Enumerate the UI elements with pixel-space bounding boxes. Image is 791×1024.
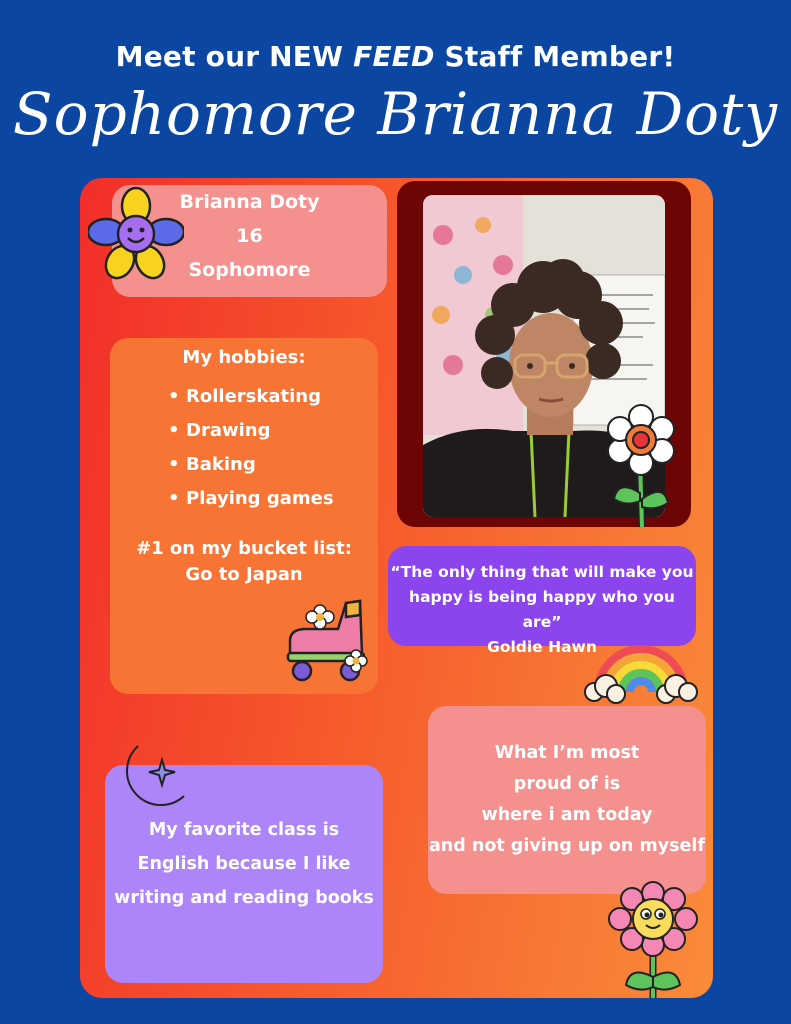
class-line-1: My favorite class is <box>148 820 340 840</box>
proud-line-1: What I’m most <box>494 743 640 763</box>
proud-line-3: where i am today <box>481 805 653 825</box>
profile-poster <box>80 178 713 998</box>
quote-line-2: happy is being happy who you are” <box>409 588 675 631</box>
class-line-2: English because I like <box>137 854 351 874</box>
daisy-flower-icon <box>606 403 676 529</box>
headline-start: Meet our NEW <box>115 40 354 73</box>
proud-card <box>428 706 706 894</box>
pink-smiley-flower-icon <box>606 881 700 998</box>
hobbies-heading: My hobbies: <box>182 347 306 368</box>
rainbow-icon <box>584 626 698 706</box>
bucket-list-value: Go to Japan <box>185 564 303 585</box>
headline-feed: FEED <box>353 40 435 73</box>
proud-line-2: proud of is <box>513 774 621 794</box>
profile-grade: Sophomore <box>188 259 311 281</box>
page-title: Sophomore Brianna Doty <box>12 80 779 148</box>
roller-skate-icon <box>276 593 380 689</box>
list-item: • Playing games <box>168 482 378 516</box>
list-item: • Baking <box>168 448 378 482</box>
bucket-list-heading: #1 on my bucket list: <box>136 538 352 559</box>
headline-end: Staff Member! <box>434 40 676 73</box>
proud-line-4: and not giving up on myself <box>428 836 706 856</box>
list-item: • Drawing <box>168 414 378 448</box>
moon-star-icon <box>118 740 194 816</box>
class-line-3: writing and reading books <box>114 888 374 908</box>
smiley-flower-icon <box>88 186 184 282</box>
hobbies-list <box>110 380 378 516</box>
profile-age: 16 <box>236 225 263 247</box>
profile-name: Brianna Doty <box>179 191 320 213</box>
quote-line-1: “The only thing that will make you <box>390 563 694 581</box>
quote-author: Goldie Hawn <box>487 638 597 656</box>
list-item: • Rollerskating <box>168 380 378 414</box>
headline <box>0 40 791 73</box>
